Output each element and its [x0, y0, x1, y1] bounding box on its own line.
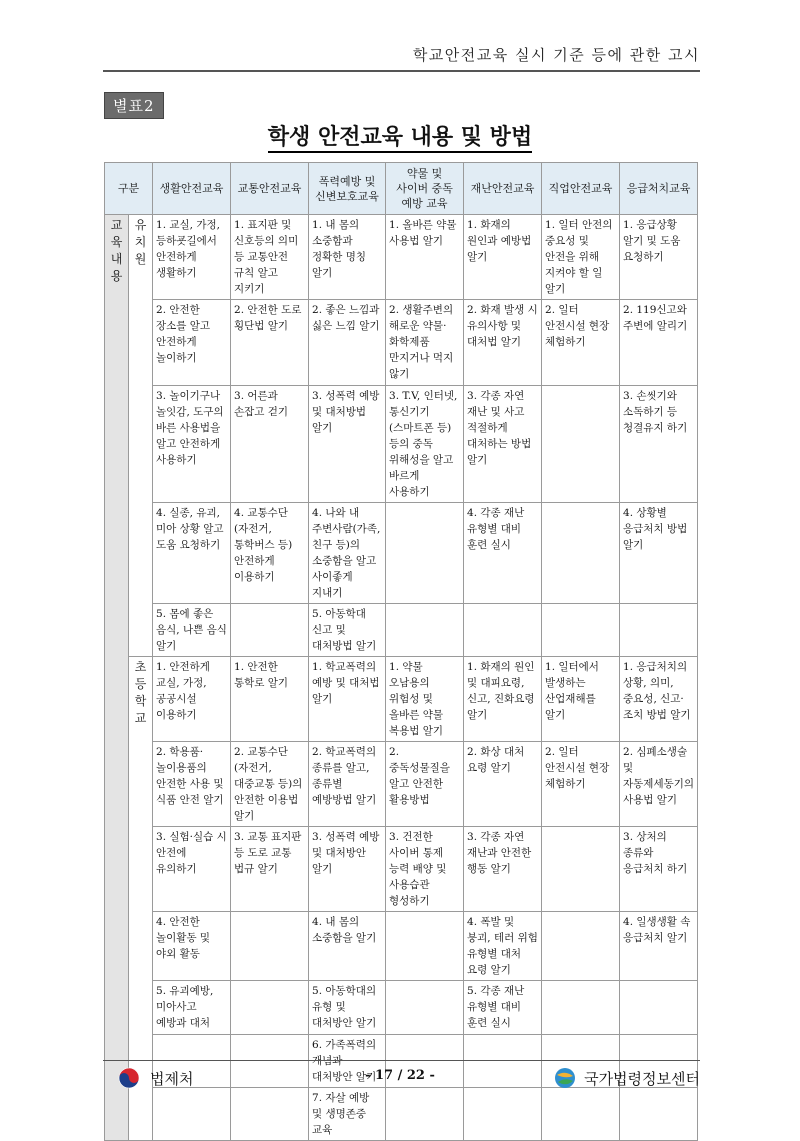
table-cell: 5. 몸에 좋은 음식, 나쁜 음식 알기 — [153, 604, 231, 657]
table-cell: 2. 일터 안전시설 현장 체험하기 — [542, 300, 620, 386]
table-cell: 3. 놀이기구나 놀잇감, 도구의 바른 사용법을 알고 안전하게 사용하기 — [153, 386, 231, 503]
table-cell: 3. 성폭력 예방 및 대처방법 알기 — [309, 386, 386, 503]
footer-law-center — [554, 1067, 700, 1089]
page-title-text: 학생 안전교육 내용 및 방법 — [268, 125, 532, 153]
table-cell — [386, 981, 464, 1035]
table-row — [105, 386, 698, 503]
table-cell: 1. 약물 오남용의 위험성 및 올바른 약물 복용법 알기 — [386, 657, 464, 742]
table-row — [105, 503, 698, 604]
header-first-aid: 응급처치교육 — [620, 163, 698, 215]
table-cell — [231, 912, 309, 981]
table-cell: 5. 유괴예방, 미아사고 예방과 대처 — [153, 981, 231, 1035]
table-cell — [620, 981, 698, 1035]
table-cell: 2. 좋은 느낌과 싫은 느낌 알기 — [309, 300, 386, 386]
header-life-safety: 생활안전교육 — [153, 163, 231, 215]
header-occupational-safety: 직업안전교육 — [542, 163, 620, 215]
table-cell: 1. 일터 안전의 중요성 및 안전을 위해 지켜야 할 일 알기 — [542, 215, 620, 300]
table-cell — [542, 604, 620, 657]
table-cell: 4. 폭발 및 붕괴, 테러 위험 유형별 대처 요령 알기 — [464, 912, 542, 981]
table-cell — [542, 1088, 620, 1141]
table-cell — [620, 1088, 698, 1141]
table-cell — [464, 1088, 542, 1141]
table-cell — [464, 604, 542, 657]
table-row — [105, 300, 698, 386]
table-cell: 2. 생활주변의 해로운 약물·화학제품 만지거나 먹지 않기 — [386, 300, 464, 386]
table-cell — [386, 1088, 464, 1141]
table-cell — [153, 1088, 231, 1141]
table-cell: 5. 각종 재난 유형별 대비 훈련 실시 — [464, 981, 542, 1035]
table-cell: 1. 학교폭력의 예방 및 대처법 알기 — [309, 657, 386, 742]
table-cell — [231, 1088, 309, 1141]
group-label-text: 교육내용 — [110, 218, 123, 283]
table-cell: 1. 안전한 통학로 알기 — [231, 657, 309, 742]
table-cell: 1. 안전하게 교실, 가정, 공공시설 이용하기 — [153, 657, 231, 742]
table-cell: 3. 어른과 손잡고 걷기 — [231, 386, 309, 503]
table-cell: 3. 각종 자연 재난과 안전한 행동 알기 — [464, 827, 542, 912]
table-cell: 2. 학교폭력의 종류를 알고, 종류별 예방방법 알기 — [309, 742, 386, 827]
header-violence-prevention: 폭력예방 및 신변보호교육 — [309, 163, 386, 215]
table-cell — [620, 604, 698, 657]
table-cell — [386, 912, 464, 981]
table-cell: 4. 일생생활 속 응급처치 알기 — [620, 912, 698, 981]
table-header-row — [105, 163, 698, 215]
footer-ministry-label: 법제처 — [150, 1069, 194, 1088]
table-cell — [542, 912, 620, 981]
table-cell — [386, 604, 464, 657]
table-cell: 1. 화재의 원인과 예방법 알기 — [464, 215, 542, 300]
table-cell — [386, 503, 464, 604]
table-cell: 2. 119신고와 주변에 알리기 — [620, 300, 698, 386]
table-cell: 1. 응급상황 알기 및 도움 요청하기 — [620, 215, 698, 300]
table-cell: 1. 내 몸의 소중함과 정확한 명칭 알기 — [309, 215, 386, 300]
table-cell: 4. 안전한 놀이활동 및 야외 활동 — [153, 912, 231, 981]
table-cell — [542, 981, 620, 1035]
table-row — [105, 215, 698, 300]
table-cell: 5. 아동학대 신고 및 대처방법 알기 — [309, 604, 386, 657]
education-table — [104, 162, 698, 1141]
header-category: 구분 — [105, 163, 153, 215]
table-cell: 3. 손씻기와 소독하기 등 청결유지 하기 — [620, 386, 698, 503]
table-cell: 3. T.V, 인터넷, 통신기기(스마트폰 등) 등의 중독 위해성을 알고 바르게 사용하기 — [386, 386, 464, 503]
table-cell: 7. 자살 예방 및 생명존중 교육 — [309, 1088, 386, 1141]
table-cell: 4. 내 몸의 소중함을 알기 — [309, 912, 386, 981]
table-cell: 2. 교통수단(자전거, 대중교통 등)의 안전한 이용법 알기 — [231, 742, 309, 827]
table-cell: 3. 실험·실습 시 안전에 유의하기 — [153, 827, 231, 912]
table-cell: 1. 화재의 원인 및 대피요령, 신고, 진화요령 알기 — [464, 657, 542, 742]
table-cell: 2. 학용품·놀이용품의 안전한 사용 및 식품 안전 알기 — [153, 742, 231, 827]
footer-divider — [103, 1060, 700, 1061]
footer-law-center-label: 국가법령정보센터 — [584, 1069, 700, 1088]
section-label-text: 유치원 — [134, 218, 147, 266]
group-label-education-content — [105, 215, 129, 1141]
table-cell: 6. 가족폭력의 개념과 대처방안 알기 — [309, 1035, 386, 1088]
page-title — [0, 120, 800, 151]
table-row — [105, 1088, 698, 1141]
table-cell: 1. 응급처치의 상황, 의미, 중요성, 신고·조치 방법 알기 — [620, 657, 698, 742]
table-row — [105, 912, 698, 981]
table-row — [105, 827, 698, 912]
table-cell: 5. 아동학대의 유형 및 대처방안 알기 — [309, 981, 386, 1035]
table-cell: 3. 각종 자연 재난 및 사고 적절하게 대처하는 방법 알기 — [464, 386, 542, 503]
appendix-badge: 별표2 — [104, 92, 164, 119]
table-cell — [542, 503, 620, 604]
table-cell: 4. 각종 재난 유형별 대비 훈련 실시 — [464, 503, 542, 604]
table-row — [105, 981, 698, 1035]
header-disaster-safety: 재난안전교육 — [464, 163, 542, 215]
table-cell: 2. 화상 대처 요령 알기 — [464, 742, 542, 827]
table-cell: 3. 건전한 사이버 통제 능력 배양 및 사용습관 형성하기 — [386, 827, 464, 912]
table-cell: 2. 일터 안전시설 현장 체험하기 — [542, 742, 620, 827]
table-cell: 2. 심폐소생술 및 자동제세동기의 사용법 알기 — [620, 742, 698, 827]
header-traffic-safety: 교통안전교육 — [231, 163, 309, 215]
table-cell: 3. 성폭력 예방 및 대처방안 알기 — [309, 827, 386, 912]
table-cell: 4. 나와 내 주변사람(가족, 친구 등)의 소중함을 알고 사이좋게 지내기 — [309, 503, 386, 604]
table-cell — [231, 604, 309, 657]
table-cell: 1. 표지판 및 신호등의 의미 등 교통안전 규칙 알고 지키기 — [231, 215, 309, 300]
document-header-title: 학교안전교육 실시 기준 등에 관한 고시 — [412, 46, 700, 64]
table-cell: 1. 교실, 가정, 등하굣길에서 안전하게 생활하기 — [153, 215, 231, 300]
table-row — [105, 657, 698, 742]
header-divider — [103, 70, 700, 72]
table-row — [105, 604, 698, 657]
table-cell: 1. 일터에서 발생하는 산업재해를 알기 — [542, 657, 620, 742]
header-addiction-prevention: 약물 및 사이버 중독 예방 교육 — [386, 163, 464, 215]
table-cell: 2. 화재 발생 시 유의사항 및 대처법 알기 — [464, 300, 542, 386]
section-label-kindergarten — [129, 215, 153, 657]
table-cell: 2. 안전한 도로 횡단법 알기 — [231, 300, 309, 386]
globe-icon — [554, 1067, 576, 1089]
table-cell: 2. 중독성물질을 알고 안전한 활용방법 — [386, 742, 464, 827]
table-cell: 3. 상처의 종류와 응급처치 하기 — [620, 827, 698, 912]
table-cell — [542, 386, 620, 503]
table-cell: 4. 상황별 응급처치 방법 알기 — [620, 503, 698, 604]
table-cell — [542, 827, 620, 912]
table-cell: 1. 올바른 약물 사용법 알기 — [386, 215, 464, 300]
section-label-text: 초등학교 — [134, 660, 147, 725]
page-number: - 17 / 22 - — [365, 1068, 435, 1083]
table-row — [105, 742, 698, 827]
table-cell: 4. 실종, 유괴, 미아 상황 알고 도움 요청하기 — [153, 503, 231, 604]
table-cell: 2. 안전한 장소를 알고 안전하게 놀이하기 — [153, 300, 231, 386]
table-cell: 4. 교통수단(자전거, 통학버스 등) 안전하게 이용하기 — [231, 503, 309, 604]
table-cell — [231, 981, 309, 1035]
table-cell: 3. 교통 표지판 등 도로 교통 법규 알기 — [231, 827, 309, 912]
